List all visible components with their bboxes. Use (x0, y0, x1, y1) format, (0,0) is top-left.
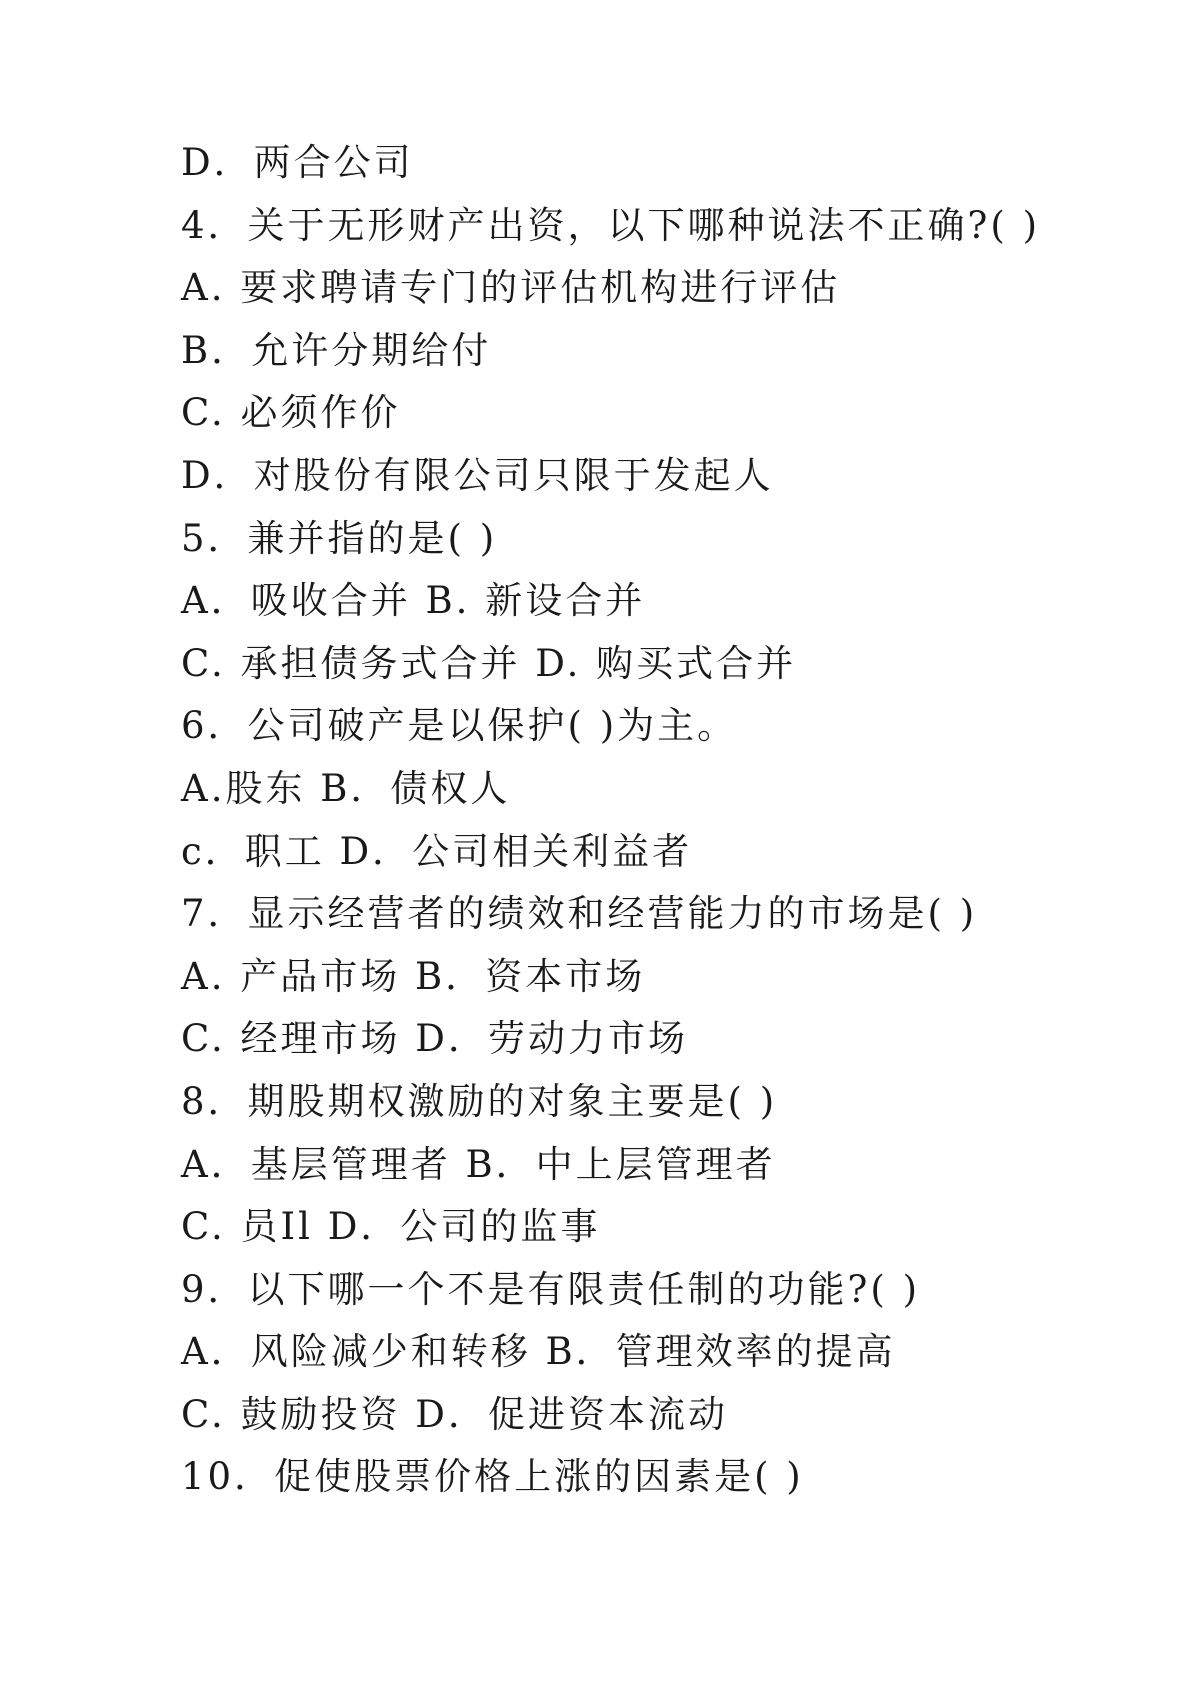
option-line: A. 要求聘请专门的评估机构进行评估 (181, 266, 841, 310)
option-line: A.股东 B．债权人 (181, 766, 511, 810)
question-8: 8．期股期权激励的对象主要是( ) (181, 1079, 778, 1123)
option-line: A. 产品市场 B．资本市场 (181, 954, 646, 998)
option-line: A．基层管理者 B．中上层管理者 (181, 1142, 776, 1186)
option-line: c．职工 D．公司相关利益者 (181, 829, 693, 873)
option-line: B．允许分期给付 (181, 328, 492, 372)
question-list (181, 132, 1141, 1509)
option-line: C. 鼓励投资 D．促进资本流动 (181, 1392, 728, 1436)
question-9: 9．以下哪一个不是有限责任制的功能?( ) (181, 1267, 921, 1311)
option-line: D．对股份有限公司只限于发起人 (181, 453, 774, 497)
question-4: 4．关于无形财产出资，以下哪种说法不正确?( ) (181, 203, 1041, 247)
option-line: C. 员Il D．公司的监事 (181, 1205, 601, 1249)
question-10: 10．促使股票价格上涨的因素是( ) (181, 1455, 804, 1499)
option-line: C. 经理市场 D．劳动力市场 (181, 1017, 688, 1061)
question-5: 5．兼并指的是( ) (181, 516, 498, 560)
question-6: 6．公司破产是以保护( )为主。 (181, 704, 738, 748)
option-line: A．风险减少和转移 B．管理效率的提高 (181, 1330, 896, 1374)
option-line: D．两合公司 (181, 141, 414, 184)
question-7: 7．显示经营者的绩效和经营能力的市场是( ) (181, 892, 978, 936)
option-line: C. 必须作价 (181, 391, 401, 435)
option-line: A．吸收合并 B. 新设合并 (181, 579, 646, 623)
option-line: C. 承担债务式合并 D. 购买式合并 (181, 641, 797, 685)
